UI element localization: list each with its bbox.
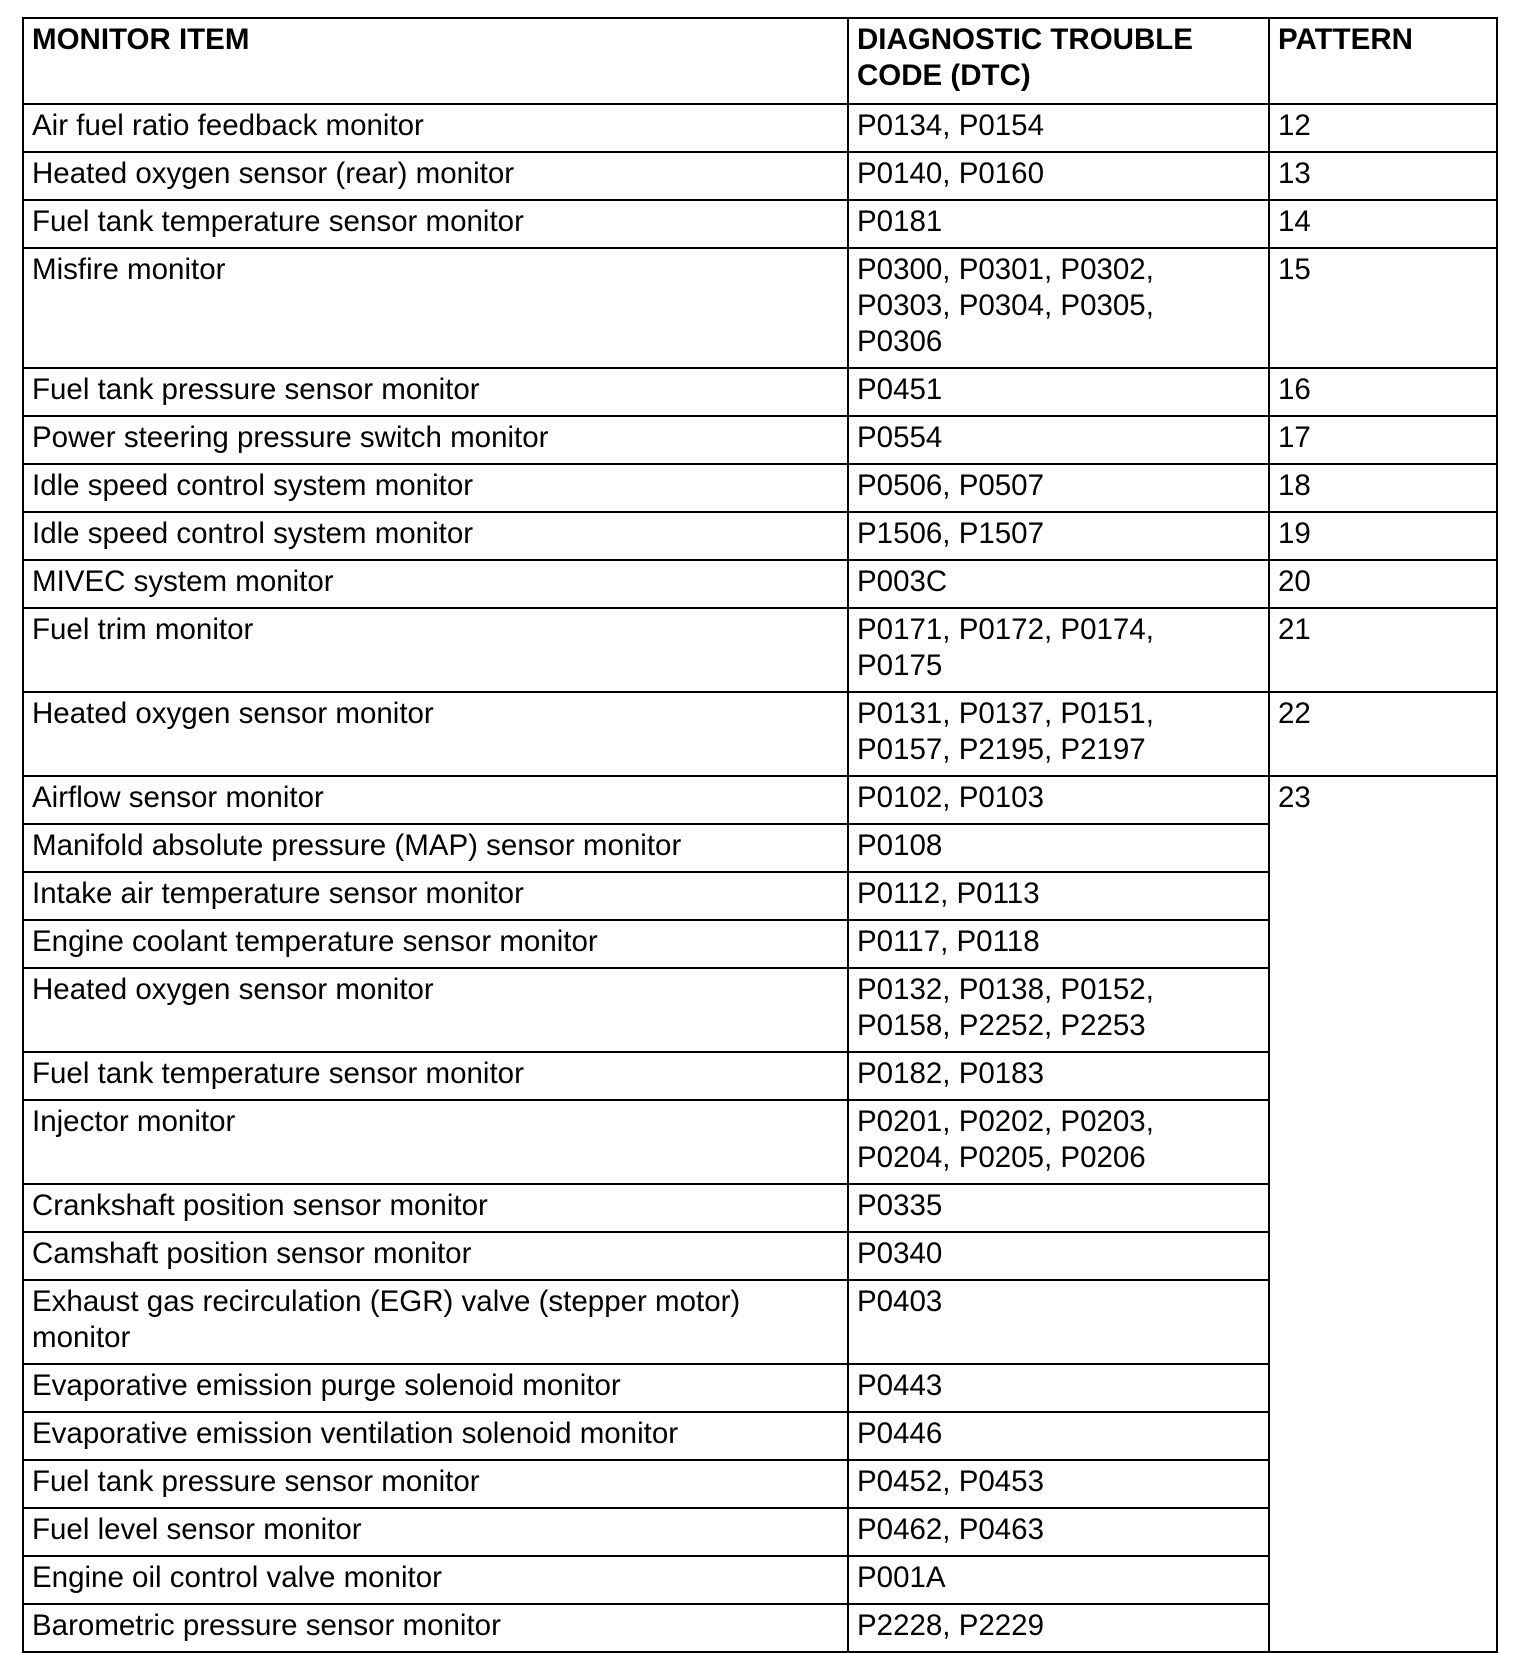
pattern-cell: 22 [1269, 692, 1497, 776]
pattern-cell: 21 [1269, 608, 1497, 692]
dtc-cell: P0340 [848, 1232, 1269, 1280]
dtc-cell: P2228, P2229 [848, 1604, 1269, 1652]
pattern-cell: 19 [1269, 512, 1497, 560]
pattern-cell: 18 [1269, 464, 1497, 512]
table-row [23, 512, 1497, 560]
header-monitor-item: MONITOR ITEM [23, 18, 848, 104]
monitor-item-cell: Crankshaft position sensor monitor [23, 1184, 848, 1232]
table-row [23, 416, 1497, 464]
table-body [23, 104, 1497, 1652]
dtc-cell: P0451 [848, 368, 1269, 416]
monitor-item-cell: Air fuel ratio feedback monitor [23, 104, 848, 152]
monitor-item-cell: Heated oxygen sensor (rear) monitor [23, 152, 848, 200]
monitor-item-cell: Camshaft position sensor monitor [23, 1232, 848, 1280]
table-row [23, 248, 1497, 368]
pattern-cell: 23 [1269, 776, 1497, 1652]
pattern-cell: 15 [1269, 248, 1497, 368]
monitor-item-cell: MIVEC system monitor [23, 560, 848, 608]
dtc-cell: P0140, P0160 [848, 152, 1269, 200]
monitor-item-cell: Idle speed control system monitor [23, 512, 848, 560]
dtc-cell: P0182, P0183 [848, 1052, 1269, 1100]
dtc-cell: P0506, P0507 [848, 464, 1269, 512]
dtc-cell: P0112, P0113 [848, 872, 1269, 920]
dtc-cell: P0201, P0202, P0203, P0204, P0205, P0206 [848, 1100, 1269, 1184]
monitor-item-cell: Idle speed control system monitor [23, 464, 848, 512]
table-row [23, 692, 1497, 776]
monitor-item-cell: Evaporative emission ventilation solenoid monitor [23, 1412, 848, 1460]
monitor-item-cell: Engine coolant temperature sensor monitor [23, 920, 848, 968]
table-row [23, 368, 1497, 416]
monitor-item-cell: Exhaust gas recirculation (EGR) valve (stepper motor) monitor [23, 1280, 848, 1364]
dtc-cell: P0117, P0118 [848, 920, 1269, 968]
monitor-item-cell: Engine oil control valve monitor [23, 1556, 848, 1604]
monitor-item-cell: Misfire monitor [23, 248, 848, 368]
table-row [23, 608, 1497, 692]
dtc-cell: P003C [848, 560, 1269, 608]
dtc-cell: P0452, P0453 [848, 1460, 1269, 1508]
monitor-item-cell: Fuel level sensor monitor [23, 1508, 848, 1556]
dtc-cell: P0132, P0138, P0152, P0158, P2252, P2253 [848, 968, 1269, 1052]
monitor-item-cell: Fuel trim monitor [23, 608, 848, 692]
monitor-item-cell: Manifold absolute pressure (MAP) sensor monitor [23, 824, 848, 872]
dtc-cell: P0462, P0463 [848, 1508, 1269, 1556]
dtc-cell: P0181 [848, 200, 1269, 248]
pattern-cell: 12 [1269, 104, 1497, 152]
header-pattern: PATTERN [1269, 18, 1497, 104]
table-row [23, 560, 1497, 608]
monitor-item-cell: Barometric pressure sensor monitor [23, 1604, 848, 1652]
pattern-cell: 20 [1269, 560, 1497, 608]
dtc-cell: P0300, P0301, P0302, P0303, P0304, P0305, P0306 [848, 248, 1269, 368]
table-row [23, 776, 1497, 824]
dtc-cell: P0134, P0154 [848, 104, 1269, 152]
pattern-cell: 14 [1269, 200, 1497, 248]
dtc-cell: P0171, P0172, P0174, P0175 [848, 608, 1269, 692]
monitor-item-cell: Fuel tank temperature sensor monitor [23, 200, 848, 248]
dtc-cell: P0131, P0137, P0151, P0157, P2195, P2197 [848, 692, 1269, 776]
dtc-cell: P0335 [848, 1184, 1269, 1232]
dtc-table [22, 17, 1498, 1653]
pattern-cell: 17 [1269, 416, 1497, 464]
header-row [23, 18, 1497, 104]
dtc-cell: P1506, P1507 [848, 512, 1269, 560]
monitor-item-cell: Heated oxygen sensor monitor [23, 968, 848, 1052]
monitor-item-cell: Evaporative emission purge solenoid monitor [23, 1364, 848, 1412]
table-row [23, 104, 1497, 152]
monitor-item-cell: Airflow sensor monitor [23, 776, 848, 824]
monitor-item-cell: Heated oxygen sensor monitor [23, 692, 848, 776]
table-row [23, 464, 1497, 512]
monitor-item-cell: Power steering pressure switch monitor [23, 416, 848, 464]
pattern-cell: 13 [1269, 152, 1497, 200]
monitor-item-cell: Fuel tank pressure sensor monitor [23, 368, 848, 416]
dtc-cell: P0443 [848, 1364, 1269, 1412]
monitor-item-cell: Injector monitor [23, 1100, 848, 1184]
monitor-item-cell: Fuel tank pressure sensor monitor [23, 1460, 848, 1508]
monitor-item-cell: Fuel tank temperature sensor monitor [23, 1052, 848, 1100]
dtc-cell: P0446 [848, 1412, 1269, 1460]
dtc-cell: P0403 [848, 1280, 1269, 1364]
dtc-cell: P0554 [848, 416, 1269, 464]
pattern-cell: 16 [1269, 368, 1497, 416]
table-row [23, 200, 1497, 248]
header-dtc: DIAGNOSTIC TROUBLE CODE (DTC) [848, 18, 1269, 104]
dtc-cell: P001A [848, 1556, 1269, 1604]
dtc-cell: P0102, P0103 [848, 776, 1269, 824]
dtc-cell: P0108 [848, 824, 1269, 872]
monitor-item-cell: Intake air temperature sensor monitor [23, 872, 848, 920]
table-row [23, 152, 1497, 200]
